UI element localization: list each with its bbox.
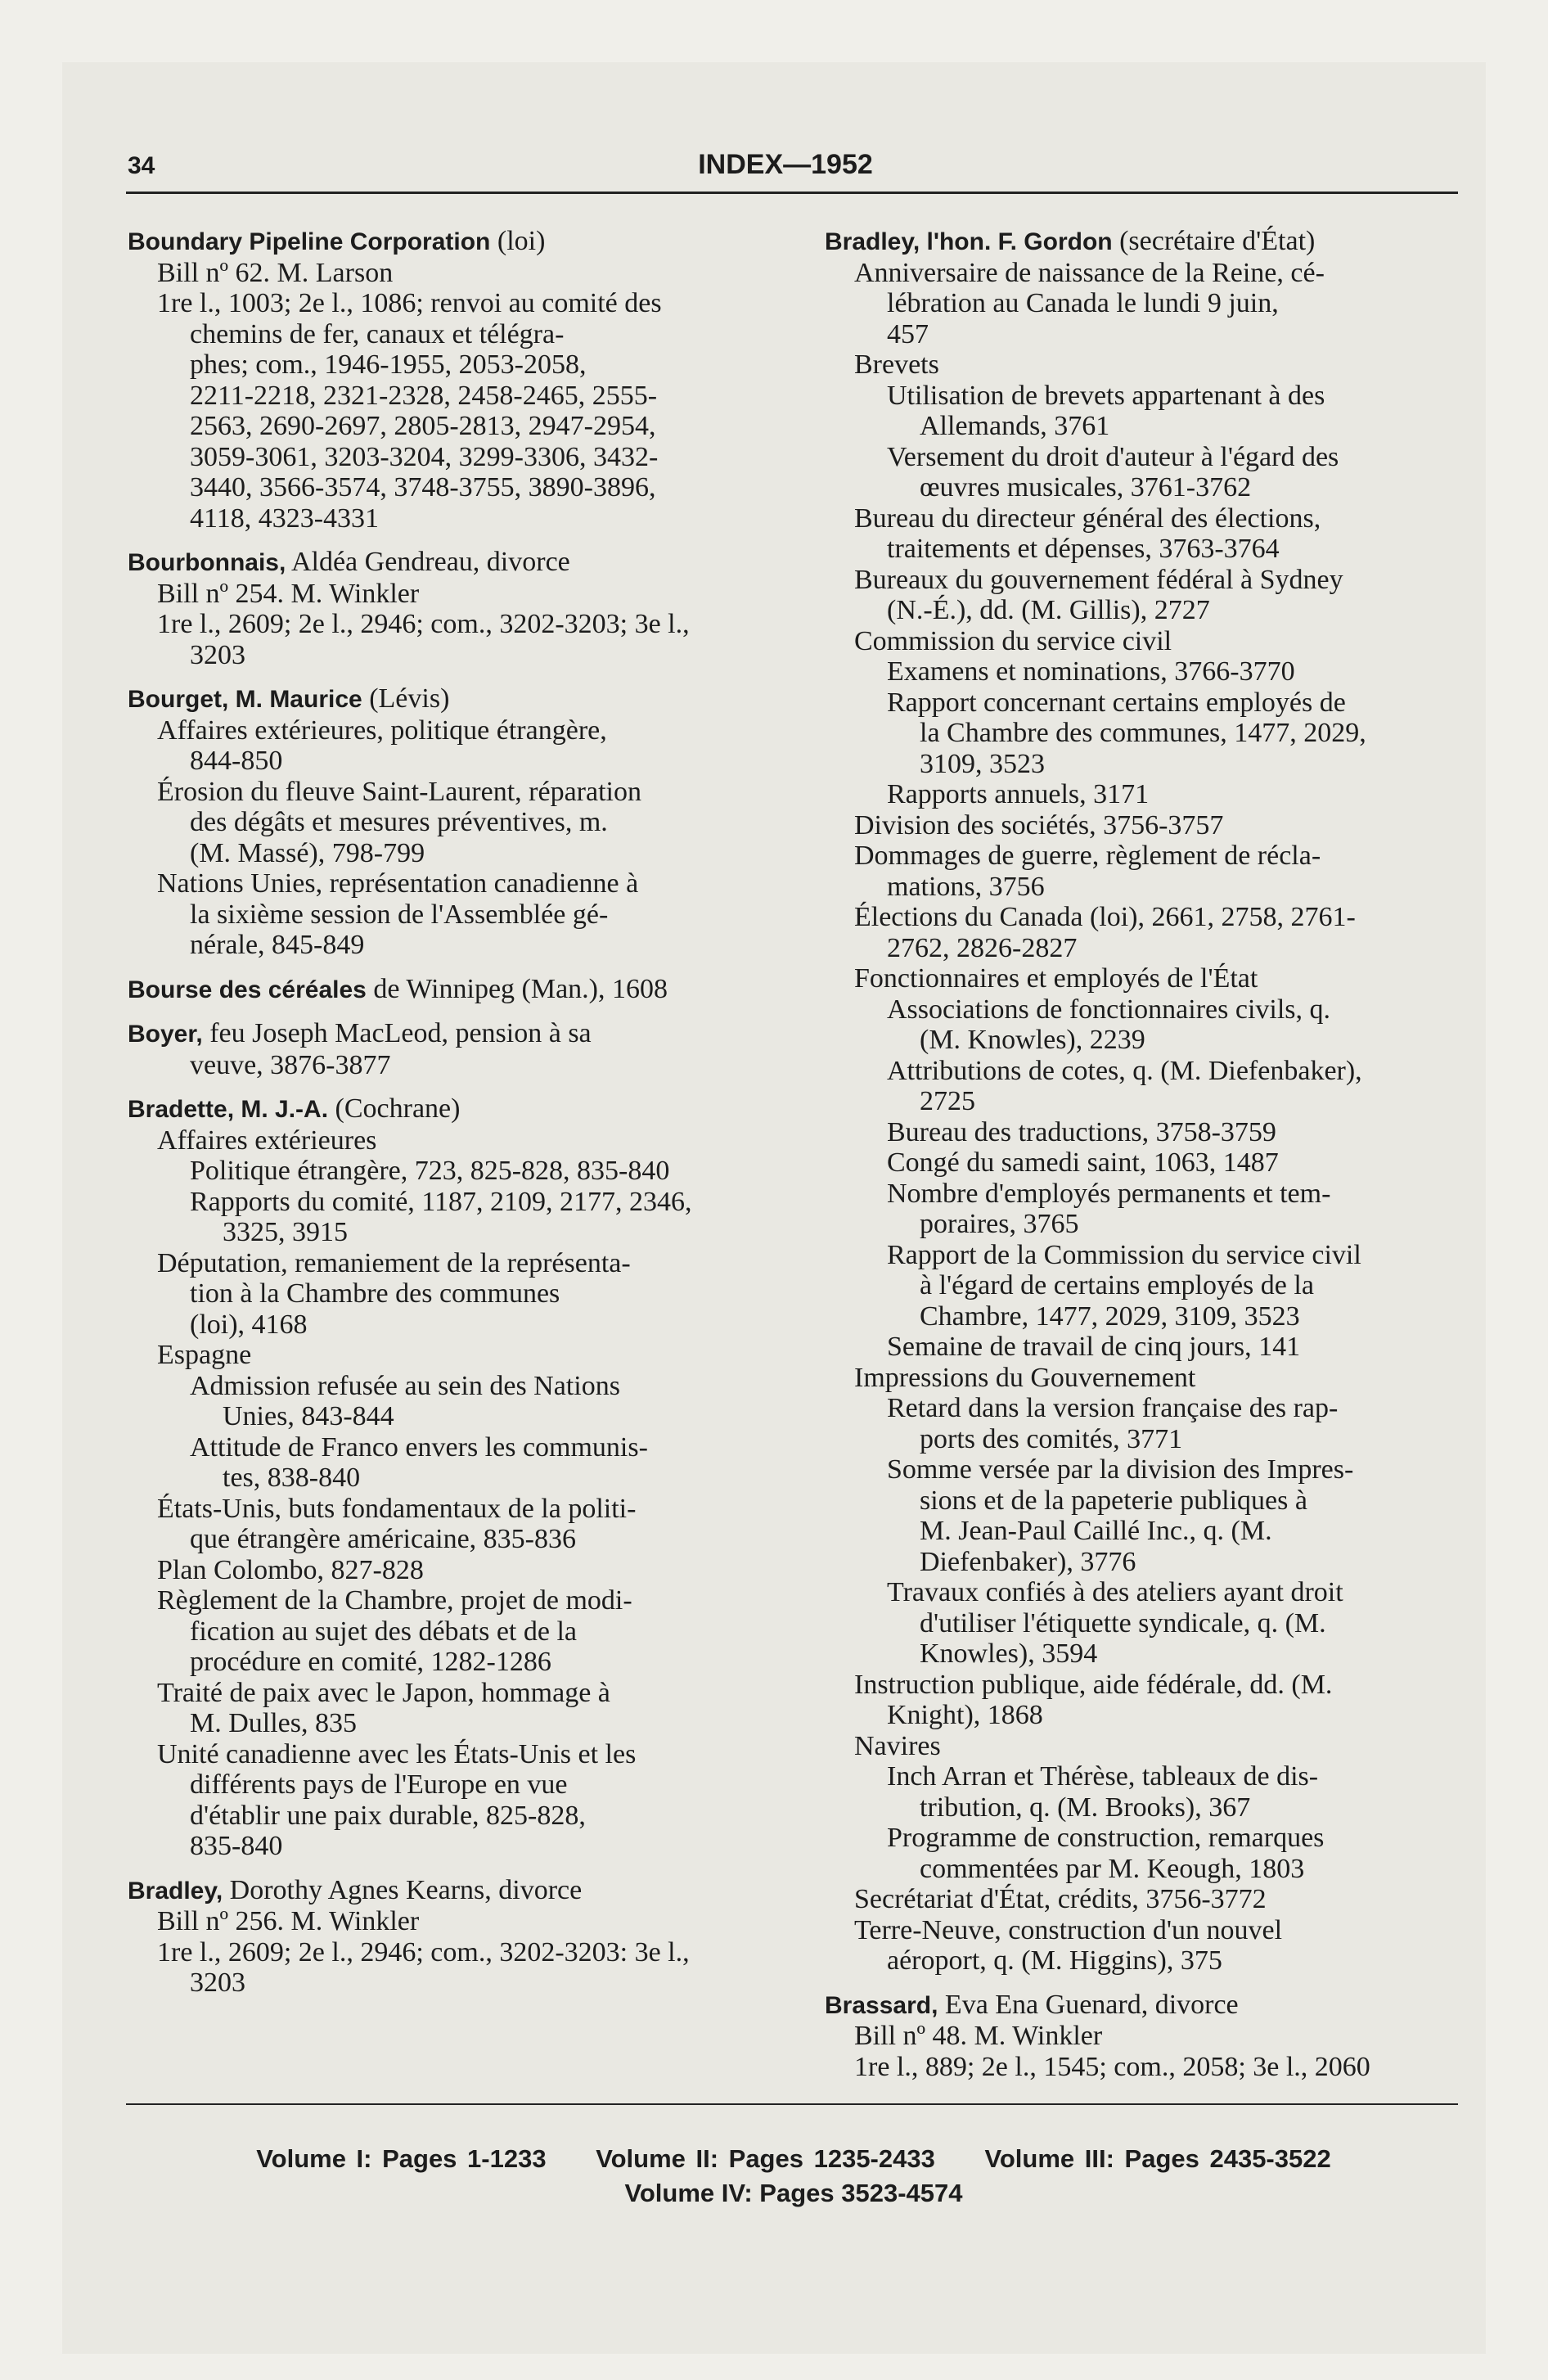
entry-line: Instruction publique, aide fédérale, dd. (M. bbox=[854, 1669, 1333, 1700]
entry-line: 457 bbox=[887, 318, 929, 349]
entry-line: à l'égard de certains employés de la bbox=[920, 1270, 1314, 1300]
entry-qualifier: Dorothy Agnes Kearns, divorce bbox=[223, 1874, 583, 1905]
entry-line: Bureau des traductions, 3758-3759 bbox=[887, 1116, 1276, 1147]
index-entry bbox=[128, 226, 774, 534]
entry-name: Bourget, M. Maurice bbox=[128, 686, 362, 713]
running-head: INDEX—1952 bbox=[698, 149, 873, 180]
entry-line: Unies, 843-844 bbox=[223, 1401, 394, 1431]
index-entry bbox=[128, 1018, 774, 1080]
entry-line: Rapports du comité, 1187, 2109, 2177, 2346, bbox=[190, 1186, 692, 1217]
entry-line: Députation, remaniement de la représenta- bbox=[157, 1247, 631, 1278]
entry-line: Brevets bbox=[854, 349, 939, 380]
entry-line: commentées par M. Keough, 1803 bbox=[920, 1853, 1305, 1884]
right-column bbox=[825, 226, 1471, 2095]
entry-line: lébration au Canada le lundi 9 juin, bbox=[887, 288, 1279, 318]
entry-heading bbox=[128, 683, 774, 715]
entry-qualifier: (loi) bbox=[490, 226, 546, 256]
entry-line: Nations Unies, représentation canadienne à bbox=[157, 868, 639, 899]
entry-qualifier: Aldéa Gendreau, divorce bbox=[286, 547, 570, 577]
entry-line: 3440, 3566-3574, 3748-3755, 3890-3896, bbox=[190, 472, 656, 503]
entry-line: Chambre, 1477, 2029, 3109, 3523 bbox=[920, 1300, 1300, 1332]
index-entry bbox=[128, 547, 774, 670]
entry-line: Knowles), 3594 bbox=[920, 1639, 1098, 1669]
entry-heading bbox=[128, 1875, 774, 1907]
entry-line: (loi), 4168 bbox=[190, 1309, 308, 1340]
entry-line: Anniversaire de naissance de la Reine, cé- bbox=[854, 257, 1325, 288]
entry-line: mations, 3756 bbox=[887, 871, 1045, 902]
entry-line: que étrangère américaine, 835-836 bbox=[190, 1524, 576, 1554]
entry-line: œuvres musicales, 3761-3762 bbox=[920, 472, 1252, 503]
entry-line: poraires, 3765 bbox=[920, 1209, 1079, 1239]
entry-line: Élections du Canada (loi), 2661, 2758, 2761- bbox=[854, 902, 1356, 932]
entry-line: différents pays de l'Europe en vue bbox=[190, 1769, 568, 1800]
entry-line: Rapport concernant certains employés de bbox=[887, 687, 1346, 718]
entry-line: Utilisation de brevets appartenant à des bbox=[887, 380, 1325, 411]
entry-line: phes; com., 1946-1955, 2053-2058, bbox=[190, 349, 587, 380]
entry-line: (M. Massé), 798-799 bbox=[190, 837, 425, 868]
entry-line: Congé du samedi saint, 1063, 1487 bbox=[887, 1147, 1279, 1178]
entry-line: 2563, 2690-2697, 2805-2813, 2947-2954, bbox=[190, 411, 656, 441]
entry-line: Knight), 1868 bbox=[887, 1700, 1043, 1730]
index-entry bbox=[128, 974, 774, 1006]
entry-heading bbox=[128, 547, 774, 579]
entry-line: Règlement de la Chambre, projet de modi- bbox=[157, 1585, 632, 1616]
entry-line: 2211-2218, 2321-2328, 2458-2465, 2555- bbox=[190, 380, 658, 411]
volume-entry: Volume I: Pages 1-1233 bbox=[256, 2144, 547, 2173]
volume-entry: Volume II: Pages 1235-2433 bbox=[596, 2144, 935, 2173]
volume-legend bbox=[128, 2144, 1460, 2174]
entry-line: aéroport, q. (M. Higgins), 375 bbox=[887, 1945, 1222, 1976]
entry-line: Plan Colombo, 827-828 bbox=[157, 1554, 424, 1585]
entry-line: tes, 838-840 bbox=[223, 1463, 361, 1493]
entry-line: Attitude de Franco envers les communis- bbox=[190, 1431, 648, 1463]
footer-rule bbox=[126, 2103, 1458, 2105]
entry-line: Division des sociétés, 3756-3757 bbox=[854, 809, 1224, 841]
entry-line: Traité de paix avec le Japon, hommage à bbox=[157, 1677, 610, 1708]
entry-line: nérale, 845-849 bbox=[190, 930, 365, 960]
entry-name: Bourse des céréales bbox=[128, 976, 367, 1003]
index-entry bbox=[825, 226, 1471, 1977]
entry-line: veuve, 3876-3877 bbox=[190, 1049, 391, 1080]
entry-name: Bourbonnais, bbox=[128, 549, 286, 576]
entry-heading bbox=[825, 1990, 1471, 2022]
entry-line: Bill nº 256. M. Winkler bbox=[157, 1906, 420, 1936]
entry-line: 1re l., 889; 2e l., 1545; com., 2058; 3e l., 2060 bbox=[854, 2051, 1370, 2082]
entry-line: d'utiliser l'étiquette syndicale, q. (M. bbox=[920, 1607, 1326, 1639]
entry-line: 1re l., 2609; 2e l., 2946; com., 3202-3203; 3e l., bbox=[157, 609, 690, 639]
entry-qualifier: (secrétaire d'État) bbox=[1112, 226, 1316, 256]
index-entry bbox=[128, 683, 774, 961]
entry-line: 2762, 2826-2827 bbox=[887, 932, 1078, 963]
entry-line: Rapports annuels, 3171 bbox=[887, 779, 1150, 809]
entry-line: Commission du service civil bbox=[854, 625, 1172, 656]
entry-line: 4118, 4323-4331 bbox=[190, 503, 380, 534]
entry-line: Attributions de cotes, q. (M. Diefenbaker), bbox=[887, 1055, 1362, 1086]
entry-line: Versement du droit d'auteur à l'égard des bbox=[887, 441, 1339, 472]
entry-line: (N.-É.), dd. (M. Gillis), 2727 bbox=[887, 595, 1210, 625]
entry-line: 3203 bbox=[190, 1968, 245, 1998]
entry-heading bbox=[128, 1093, 774, 1125]
entry-line: Bill nº 48. M. Winkler bbox=[854, 2021, 1103, 2051]
entry-line: Espagne bbox=[157, 1340, 252, 1370]
entry-qualifier: (Cochrane) bbox=[328, 1093, 461, 1124]
entry-line: Impressions du Gouvernement bbox=[854, 1362, 1196, 1393]
page-number: 34 bbox=[128, 152, 155, 179]
entry-line: Diefenbaker), 3776 bbox=[920, 1546, 1136, 1577]
entry-line: Unité canadienne avec les États-Unis et les bbox=[157, 1738, 637, 1769]
entry-line: sions et de la papeterie publiques à bbox=[920, 1485, 1307, 1516]
entry-line: 2725 bbox=[920, 1086, 975, 1116]
entry-heading bbox=[128, 226, 774, 258]
entry-line: Politique étrangère, 723, 825-828, 835-840 bbox=[190, 1156, 670, 1186]
entry-line: tribution, q. (M. Brooks), 367 bbox=[920, 1792, 1251, 1823]
entry-line: Associations de fonctionnaires civils, q. bbox=[887, 994, 1331, 1025]
entry-qualifier: de Winnipeg (Man.), 1608 bbox=[366, 973, 668, 1004]
entry-name: Bradette, M. J.-A. bbox=[128, 1096, 329, 1123]
entry-line: Rapport de la Commission du service civil bbox=[887, 1239, 1361, 1270]
entry-line: la sixième session de l'Assemblée gé- bbox=[190, 899, 609, 930]
entry-line: Examens et nominations, 3766-3770 bbox=[887, 656, 1295, 687]
entry-line: des dégâts et mesures préventives, m. bbox=[190, 807, 608, 837]
entry-line: ports des comités, 3771 bbox=[920, 1423, 1183, 1454]
entry-line: Affaires extérieures, politique étrangère, bbox=[157, 714, 607, 746]
entry-line: 844-850 bbox=[190, 746, 283, 776]
volume-entry: Volume III: Pages 2435-3522 bbox=[984, 2144, 1331, 2173]
entry-line: Semaine de travail de cinq jours, 141 bbox=[887, 1332, 1301, 1362]
entry-line: Admission refusée au sein des Nations bbox=[190, 1370, 620, 1401]
entry-line: Inch Arran et Thérèse, tableaux de dis- bbox=[887, 1761, 1319, 1792]
entry-line: Érosion du fleuve Saint-Laurent, réparation bbox=[157, 776, 641, 807]
entry-line: Terre-Neuve, construction d'un nouvel bbox=[854, 1914, 1283, 1945]
entry-line: Bill nº 62. M. Larson bbox=[157, 257, 394, 288]
header-rule bbox=[126, 192, 1458, 194]
entry-name: Bradley, bbox=[128, 1877, 223, 1904]
entry-name: Bradley, l'hon. F. Gordon bbox=[825, 228, 1113, 255]
entry-line: Bill nº 254. M. Winkler bbox=[157, 578, 420, 609]
entry-line: Travaux confiés à des ateliers ayant droit bbox=[887, 1577, 1343, 1607]
entry-line: 3203 bbox=[190, 639, 245, 670]
entry-line: (M. Knowles), 2239 bbox=[920, 1025, 1145, 1055]
entry-line: Somme versée par la division des Impres- bbox=[887, 1454, 1354, 1485]
left-column bbox=[128, 226, 774, 2012]
entry-line: Bureau du directeur général des élections, bbox=[854, 503, 1321, 534]
entry-heading bbox=[825, 226, 1471, 258]
entry-line: 3109, 3523 bbox=[920, 748, 1045, 779]
entry-line: traitements et dépenses, 3763-3764 bbox=[887, 534, 1280, 564]
index-entry bbox=[128, 1875, 774, 1999]
entry-line: Retard dans la version française des rap- bbox=[887, 1393, 1339, 1423]
entry-line: tion à la Chambre des communes bbox=[190, 1278, 560, 1309]
entry-line: 1re l., 2609; 2e l., 2946; com., 3202-3203: 3e l., bbox=[157, 1936, 690, 1968]
entry-line: 3325, 3915 bbox=[223, 1217, 348, 1247]
entry-heading bbox=[128, 974, 774, 1006]
entry-line: M. Dulles, 835 bbox=[190, 1708, 357, 1738]
entry-line: 1re l., 1003; 2e l., 1086; renvoi au comité des bbox=[157, 288, 662, 318]
entry-line: procédure en comité, 1282-1286 bbox=[190, 1647, 551, 1677]
entry-heading bbox=[128, 1018, 774, 1050]
entry-name: Boundary Pipeline Corporation bbox=[128, 228, 491, 255]
entry-line: Nombre d'employés permanents et tem- bbox=[887, 1178, 1331, 1209]
index-entry bbox=[825, 1990, 1471, 2083]
entry-line: Affaires extérieures bbox=[157, 1125, 377, 1156]
entry-line: États-Unis, buts fondamentaux de la politi- bbox=[157, 1493, 637, 1524]
entry-qualifier: (Lévis) bbox=[362, 683, 450, 714]
entry-line: Programme de construction, remarques bbox=[887, 1823, 1325, 1853]
entry-qualifier: feu Joseph MacLeod, pension à sa bbox=[202, 1018, 592, 1048]
entry-line: la Chambre des communes, 1477, 2029, bbox=[920, 718, 1366, 748]
entry-line: M. Jean-Paul Caillé Inc., q. (M. bbox=[920, 1516, 1272, 1546]
entry-line: Navires bbox=[854, 1730, 941, 1761]
entry-line: fication au sujet des débats et de la bbox=[190, 1616, 577, 1647]
entry-line: d'établir une paix durable, 825-828, bbox=[190, 1800, 586, 1831]
entry-line: Secrétariat d'État, crédits, 3756-3772 bbox=[854, 1884, 1267, 1914]
entry-name: Boyer, bbox=[128, 1021, 203, 1048]
index-entry bbox=[128, 1093, 774, 1862]
entry-line: Allemands, 3761 bbox=[920, 411, 1110, 441]
entry-line: 3059-3061, 3203-3204, 3299-3306, 3432- bbox=[190, 441, 659, 472]
entry-line: chemins de fer, canaux et télégra- bbox=[190, 318, 565, 349]
entry-name: Brassard, bbox=[825, 1991, 938, 2019]
volume-entry: Volume IV: Pages 3523-4574 bbox=[624, 2179, 963, 2207]
entry-line: Fonctionnaires et employés de l'État bbox=[854, 963, 1258, 994]
entry-line: Bureaux du gouvernement fédéral à Sydney bbox=[854, 564, 1343, 595]
entry-line: Dommages de guerre, règlement de récla- bbox=[854, 841, 1321, 871]
entry-qualifier: Eva Ena Guenard, divorce bbox=[938, 1989, 1239, 2020]
entry-line: 835-840 bbox=[190, 1831, 283, 1861]
